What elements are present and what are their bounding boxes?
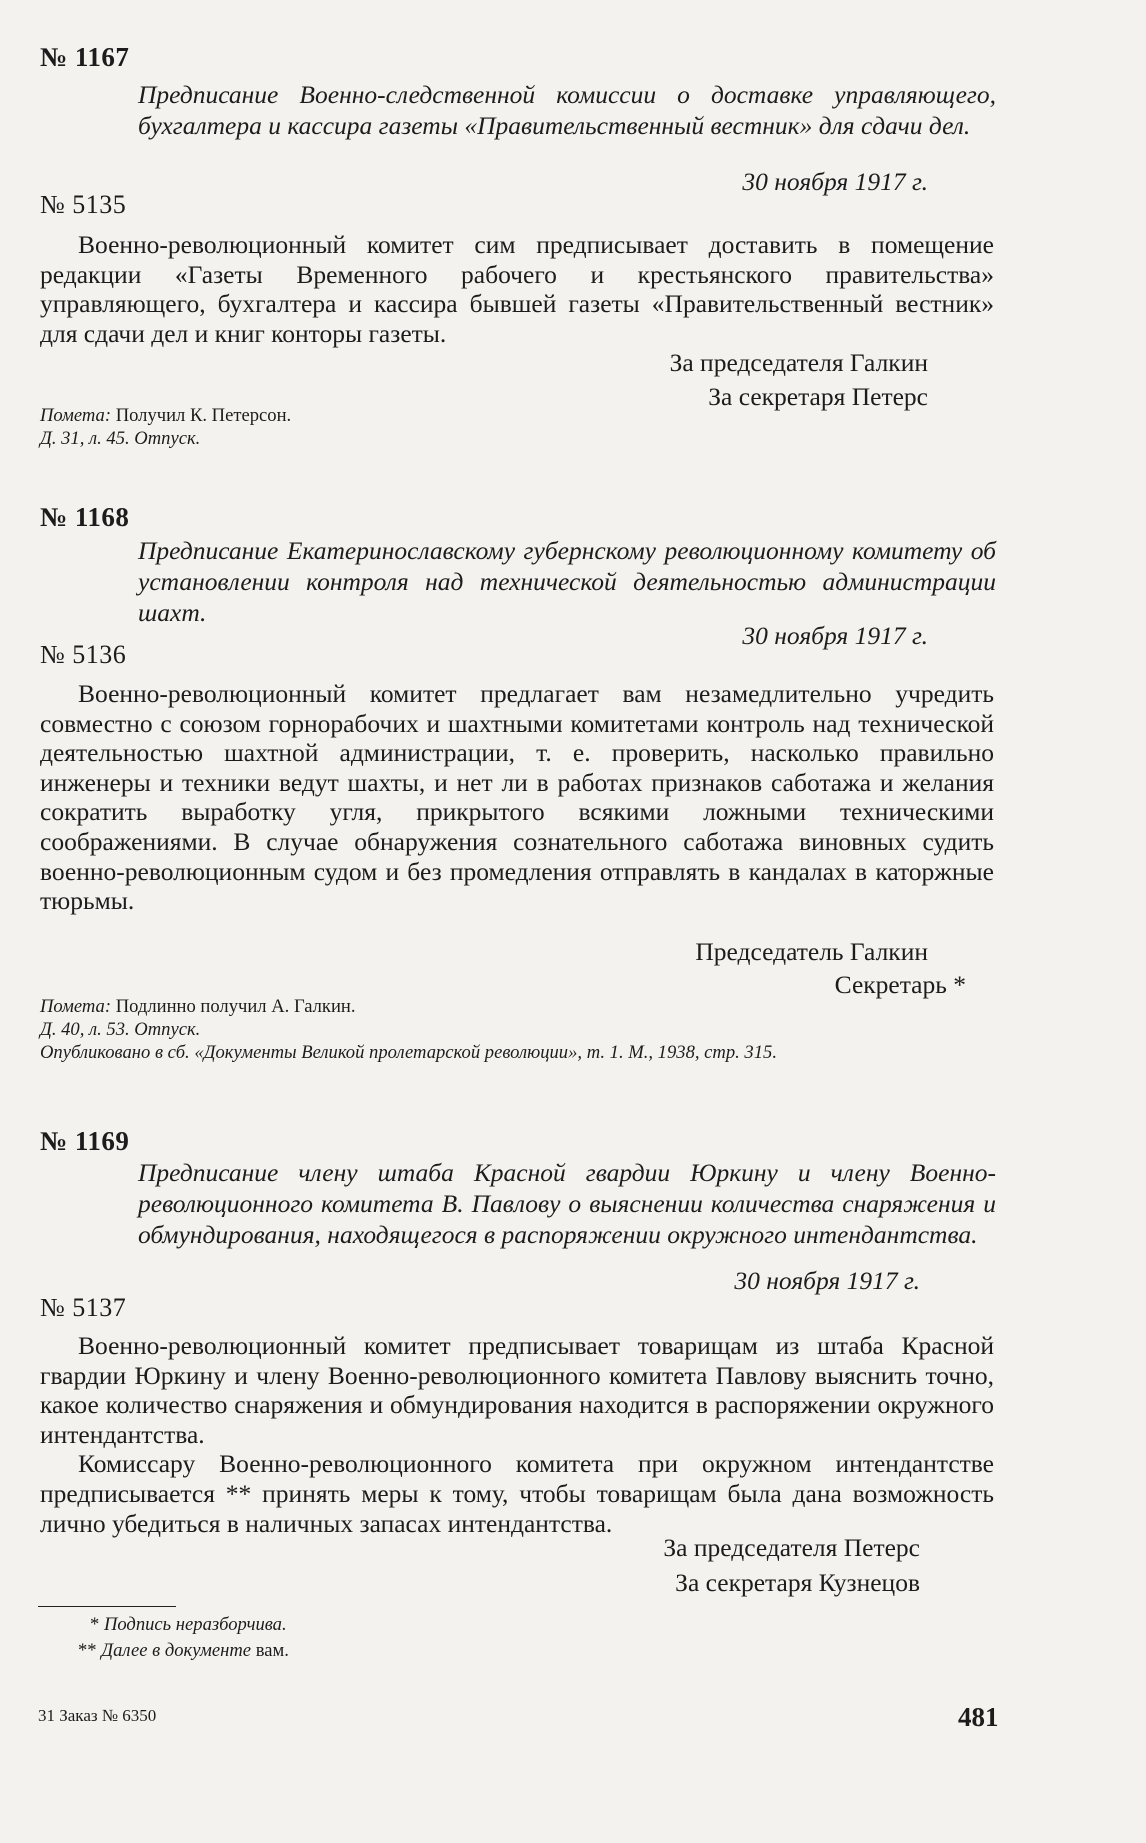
page-number: 481 bbox=[958, 1702, 999, 1732]
publication-reference: Опубликовано в сб. «Документы Великой пролетарской революции», т. 1. М., 1938, стр. 315. bbox=[40, 1042, 777, 1063]
signature-chairman: Председатель Галкин bbox=[695, 937, 928, 966]
signature-secretary: Секретарь * bbox=[834, 970, 966, 999]
doc-number: № 1168 bbox=[40, 502, 130, 532]
footnote-2 bbox=[78, 1638, 289, 1664]
registration-number: № 5137 bbox=[40, 1293, 127, 1322]
doc-title: Предписание Военно-следственной комиссии о доставке управляющего, бухгалтера и кассира газеты «Правительственный вестник» для сдачи дел. bbox=[138, 80, 996, 140]
signature-chairman: За председателя Галкин bbox=[669, 348, 928, 377]
footnote-text: Подпись неразборчива. bbox=[103, 1614, 287, 1635]
doc-title: Предписание члену штаба Красной гвардии Юркину и члену Военно-революционного комитета В. Павлову о выяснении количества снаряжения и обмундирования, находящегося в распоряжении окружного интендантства. bbox=[138, 1158, 996, 1249]
archive-reference: Д. 40, л. 53. Отпуск. bbox=[40, 1019, 201, 1040]
body-paragraph: Военно-революционный комитет предлагает вам незамедлительно учредить совместно с союзом горнорабочих и шахтными комитетами контроль над технической деятельностью шахтной администрации, т. е. проверить, насколько правильно инженеры и техники ведут шахты, и нет ли в работах признаков саботажа и желания сократить выработку угля, прикрытого всякими ложными техническими соображениями. В случае обнаружения сознательного саботажа виновных судить военно-революционным судом и без промедления отправлять в кандалах в каторжные тюрьмы. bbox=[40, 679, 994, 916]
footnote-mark: * bbox=[90, 1614, 100, 1635]
doc-date: 30 ноября 1917 г. bbox=[742, 167, 928, 196]
signature-secretary: За секретаря Кузнецов bbox=[675, 1568, 920, 1597]
annotation-note bbox=[40, 405, 1000, 427]
note-text: Подлинно получил А. Галкин. bbox=[111, 996, 356, 1017]
doc-body bbox=[40, 230, 994, 348]
note-text: Получил К. Петерсон. bbox=[111, 405, 292, 426]
body-paragraph: Комиссару Военно-революционного комитета при окружном интендантстве предписывается ** принять меры к тому, чтобы товарищам была дана возможность лично убедиться в наличных запасах интендантства. bbox=[40, 1449, 994, 1538]
footnote-text: Далее в документе bbox=[101, 1640, 252, 1661]
annotation-note bbox=[40, 996, 1000, 1018]
registration-number: № 5135 bbox=[40, 190, 127, 219]
footnote-tail: вам. bbox=[251, 1640, 289, 1661]
archive-reference: Д. 31, л. 45. Отпуск. bbox=[40, 428, 201, 449]
footnote-1 bbox=[90, 1612, 287, 1638]
doc-number: № 1167 bbox=[40, 42, 130, 72]
doc-body bbox=[40, 1331, 994, 1538]
registration-number: № 5136 bbox=[40, 640, 127, 669]
note-label: Помета: bbox=[40, 996, 112, 1017]
doc-date: 30 ноября 1917 г. bbox=[734, 1266, 920, 1295]
print-info: 31 Заказ № 6350 bbox=[38, 1706, 157, 1725]
doc-date: 30 ноября 1917 г. bbox=[742, 621, 928, 650]
doc-body bbox=[40, 679, 994, 916]
body-paragraph: Военно-революционный комитет сим предписывает доставить в помещение редакции «Газеты Временного рабочего и крестьянского правительства» управляющего, бухгалтера и кассира бывшей газеты «Правительственный вестник» для сдачи дел и книг конторы газеты. bbox=[40, 230, 994, 348]
body-paragraph: Военно-революционный комитет предписывает товарищам из штаба Красной гвардии Юркину и члену Военно-революционного комитета Павлову выяснить точно, какое количество снаряжения и обмундирования находится в распоряжении окружного интендантства. bbox=[40, 1331, 994, 1449]
footnote-rule bbox=[38, 1606, 176, 1607]
signature-secretary: За секретаря Петерс bbox=[708, 382, 928, 411]
footnote-mark: ** bbox=[78, 1640, 97, 1661]
note-label: Помета: bbox=[40, 405, 112, 426]
signature-chairman: За председателя Петерс bbox=[663, 1533, 920, 1562]
doc-number: № 1169 bbox=[40, 1126, 130, 1156]
doc-title: Предписание Екатеринославскому губернскому революционному комитету об установлении контроля над технической деятельностью администрации шахт. bbox=[138, 536, 996, 627]
